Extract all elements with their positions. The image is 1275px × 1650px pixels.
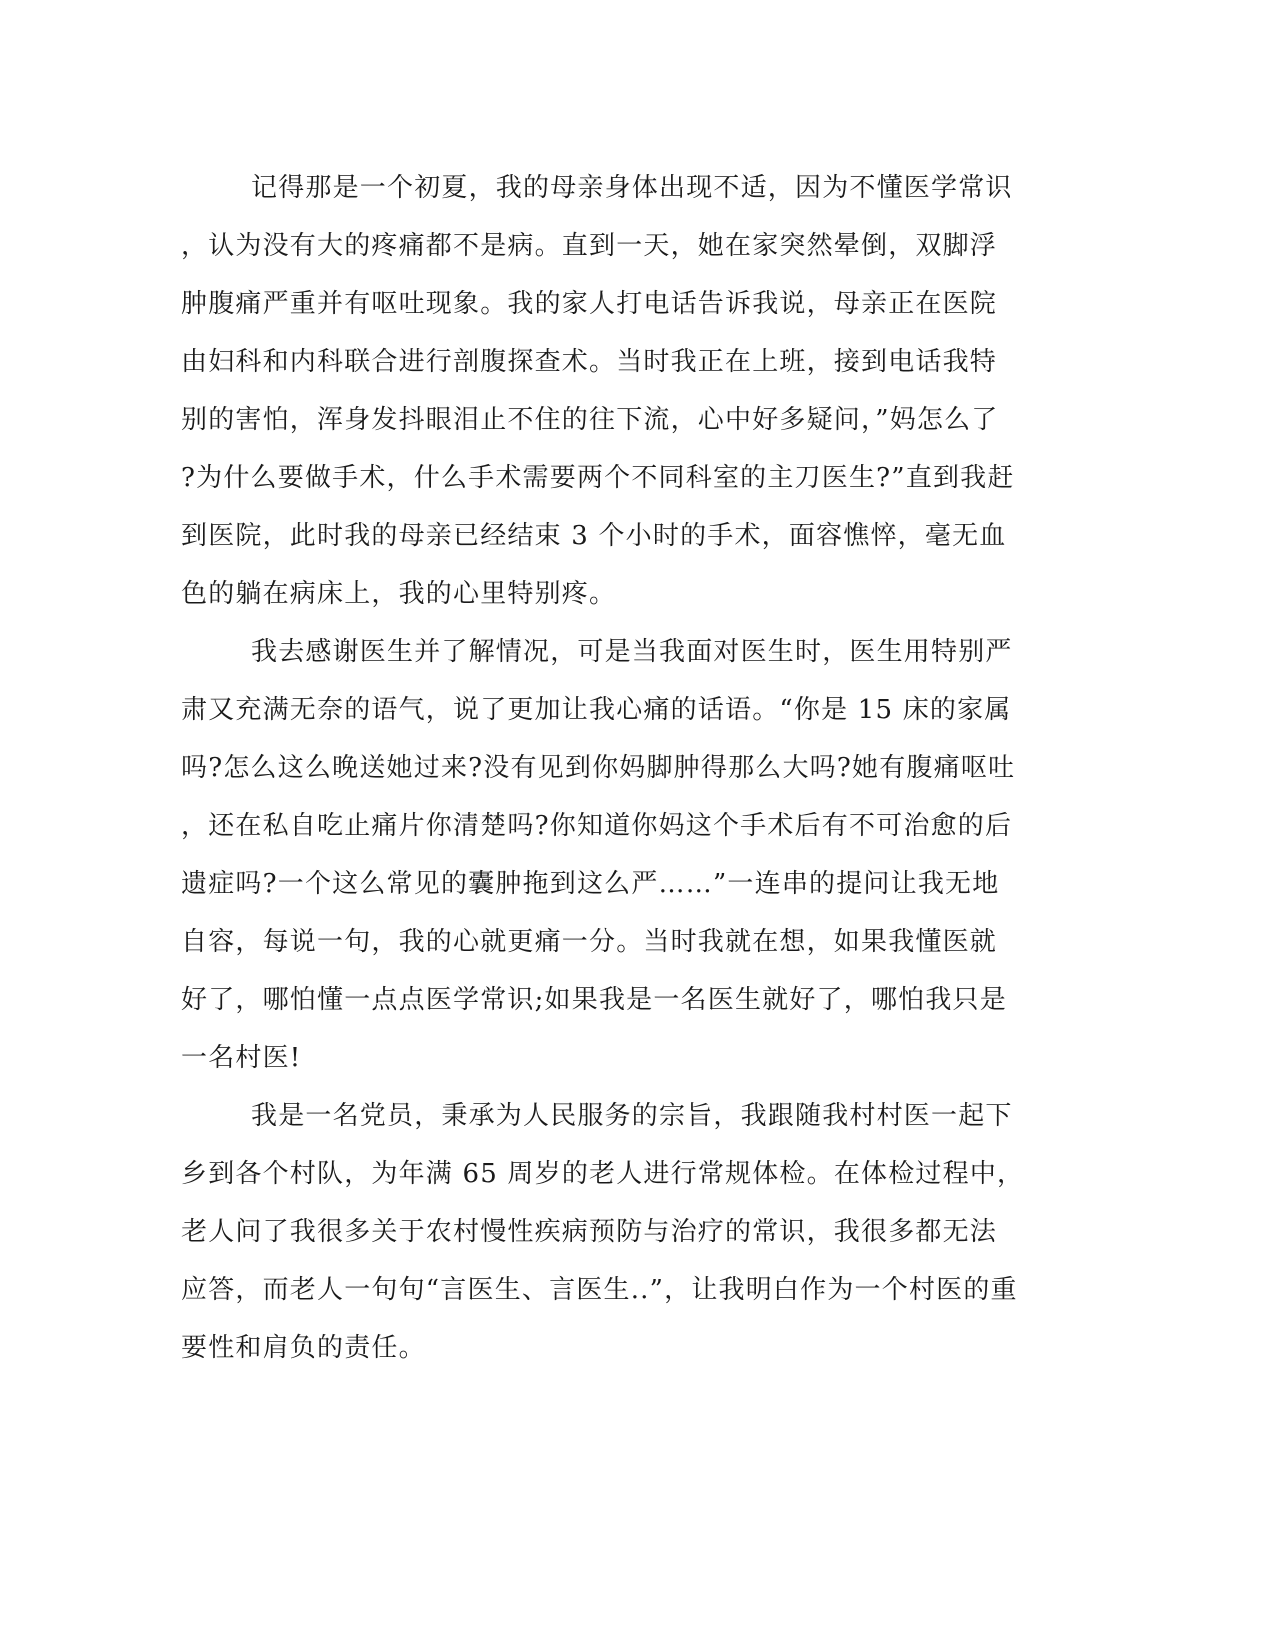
paragraph-line: ?为什么要做手术，什么手术需要两个不同科室的主刀医生?”直到我赶 xyxy=(181,463,1015,493)
paragraph-line: 应答，而老人一句句“言医生、言医生..”，让我明白作为一个村医的重 xyxy=(181,1275,1018,1305)
paragraph-line: 自容，每说一句，我的心就更痛一分。当时我就在想，如果我懂医就 xyxy=(181,927,998,957)
paragraph-line: 遗症吗?一个这么常见的囊肿拖到这么严……”一连串的提问让我无地 xyxy=(181,869,1000,899)
paragraph-line: 吗?怎么这么晚送她过来?没有见到你妈脚肿得那么大吗?她有腹痛呕吐 xyxy=(181,753,1016,783)
paragraph-2 xyxy=(181,623,1027,1087)
paragraph-line: 老人问了我很多关于农村慢性疾病预防与治疗的常识，我很多都无法 xyxy=(181,1217,998,1247)
paragraph-line: 要性和肩负的责任。 xyxy=(181,1333,426,1363)
paragraph-line: ，还在私自吃止痛片你清楚吗?你知道你妈这个手术后有不可治愈的后 xyxy=(181,811,1013,841)
paragraph-line: 到医院，此时我的母亲已经结束 3 个小时的手术，面容憔悴，毫无血 xyxy=(181,521,1007,551)
paragraph-line: 我去感谢医生并了解情况，可是当我面对医生时，医生用特别严 xyxy=(251,637,1013,667)
paragraph-line: 由妇科和内科联合进行剖腹探查术。当时我正在上班，接到电话我特 xyxy=(181,347,998,377)
paragraph-3 xyxy=(181,1087,1027,1377)
paragraph-line: 乡到各个村队，为年满 65 周岁的老人进行常规体检。在体检过程中， xyxy=(181,1159,1025,1189)
paragraph-line: 记得那是一个初夏，我的母亲身体出现不适，因为不懂医学常识 xyxy=(251,173,1013,203)
paragraph-line: 我是一名党员，秉承为人民服务的宗旨，我跟随我村村医一起下 xyxy=(251,1101,1013,1131)
paragraph-1 xyxy=(181,159,1027,623)
paragraph-line: 色的躺在病床上，我的心里特别疼。 xyxy=(181,579,617,609)
paragraph-line: 肿腹痛严重并有呕吐现象。我的家人打电话告诉我说，母亲正在医院 xyxy=(181,289,998,319)
paragraph-line: ，认为没有大的疼痛都不是病。直到一天，她在家突然晕倒，双脚浮 xyxy=(181,231,998,261)
paragraph-line: 别的害怕，浑身发抖眼泪止不住的往下流，心中好多疑问，”妈怎么了 xyxy=(181,405,999,435)
paragraph-line: 肃又充满无奈的语气，说了更加让我心痛的话语。“你是 15 床的家属 xyxy=(181,695,1012,725)
paragraph-line: 一名村医! xyxy=(181,1043,302,1073)
document-body xyxy=(181,159,1027,1377)
paragraph-line: 好了，哪怕懂一点点医学常识;如果我是一名医生就好了，哪怕我只是 xyxy=(181,985,1007,1015)
